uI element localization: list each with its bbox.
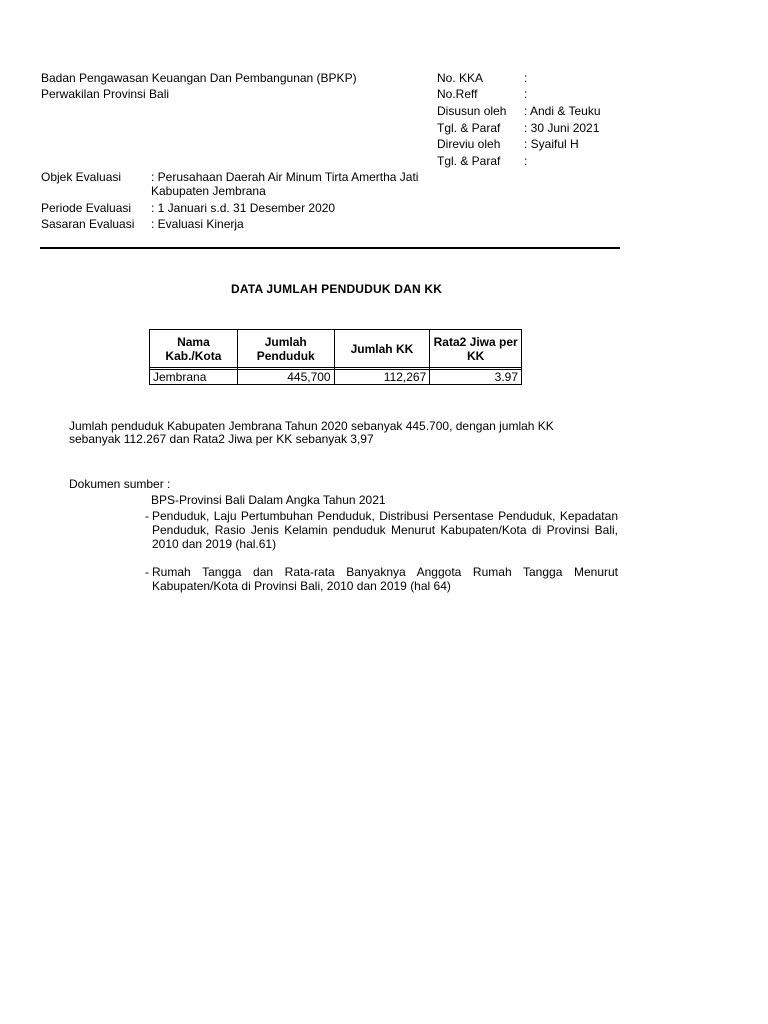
section-title: DATA JUMLAH PENDUDUK DAN KK [231, 282, 443, 296]
col-header-penduduk: Jumlah Penduduk [237, 330, 334, 368]
meta-value-tgl-paraf-1: : 30 Juni 2021 [524, 121, 600, 135]
sources-label: Dokumen sumber : [69, 477, 171, 491]
bullet-dash: - [145, 509, 149, 523]
meta-value-no-reff: : [524, 87, 528, 101]
cell-rata2: 3.97 [430, 370, 522, 385]
table-row [150, 370, 522, 385]
meta-label-no-reff: No.Reff [437, 87, 478, 101]
meta-value-no-kka: : [524, 71, 528, 85]
cell-kk: 112,267 [334, 370, 430, 385]
col-header-nama: Nama Kab./Kota [150, 330, 238, 368]
objek-value: : Perusahaan Daerah Air Minum Tirta Amertha Jati [151, 170, 419, 184]
meta-label-tgl-paraf-2: Tgl. & Paraf [437, 154, 501, 168]
header-divider [40, 247, 620, 249]
source-item [145, 565, 618, 593]
sasaran-value: : Evaluasi Kinerja [151, 217, 244, 231]
population-table [149, 329, 522, 385]
meta-value-tgl-paraf-2: : [524, 154, 528, 168]
periode-label: Periode Evaluasi [41, 201, 132, 215]
objek-value-cont: Kabupaten Jembrana [151, 184, 266, 198]
cell-nama: Jembrana [150, 370, 238, 385]
org-branch: Perwakilan Provinsi Bali [41, 87, 170, 101]
meta-label-tgl-paraf-1: Tgl. & Paraf [437, 121, 501, 135]
col-header-rata2: Rata2 Jiwa per KK [430, 330, 522, 368]
table-header-row [150, 330, 522, 368]
source-item [145, 509, 618, 551]
cell-penduduk: 445,700 [237, 370, 334, 385]
meta-label-no-kka: No. KKA [437, 71, 484, 85]
meta-label-direviu: Direviu oleh [437, 137, 501, 151]
meta-value-direviu: : Syaiful H [524, 137, 579, 151]
bullet-dash: - [145, 565, 149, 579]
col-header-kk: Jumlah KK [334, 330, 430, 368]
source-item-text: Rumah Tangga dan Rata-rata Banyaknya Anggota Rumah Tangga Menurut Kabupaten/Kota di Provinsi Bali, 2010 dan 2019 (hal 64) [152, 565, 618, 593]
source-item-text: Penduduk, Laju Pertumbuhan Penduduk, Distribusi Persentase Penduduk, Kepadatan Penduduk, Rasio Jenis Kelamin penduduk Menurut Kabupaten/Kota di Provinsi Bali, 2010 dan 2019 (hal.61) [152, 509, 618, 551]
sasaran-label: Sasaran Evaluasi [41, 217, 135, 231]
org-name: Badan Pengawasan Keuangan Dan Pembangunan (BPKP) [41, 71, 357, 85]
objek-label: Objek Evaluasi [41, 170, 122, 184]
meta-label-disusun: Disusun oleh [437, 104, 507, 118]
meta-value-disusun: : Andi & Teuku [524, 104, 601, 118]
summary-paragraph: Jumlah penduduk Kabupaten Jembrana Tahun 2020 sebanyak 445.700, dengan jumlah KK sebanyak 112.267 dan Rata2 Jiwa per KK sebanyak 3,97 [69, 419, 554, 446]
sources-title: BPS-Provinsi Bali Dalam Angka Tahun 2021 [151, 493, 386, 507]
periode-value: : 1 Januari s.d. 31 Desember 2020 [151, 201, 336, 215]
